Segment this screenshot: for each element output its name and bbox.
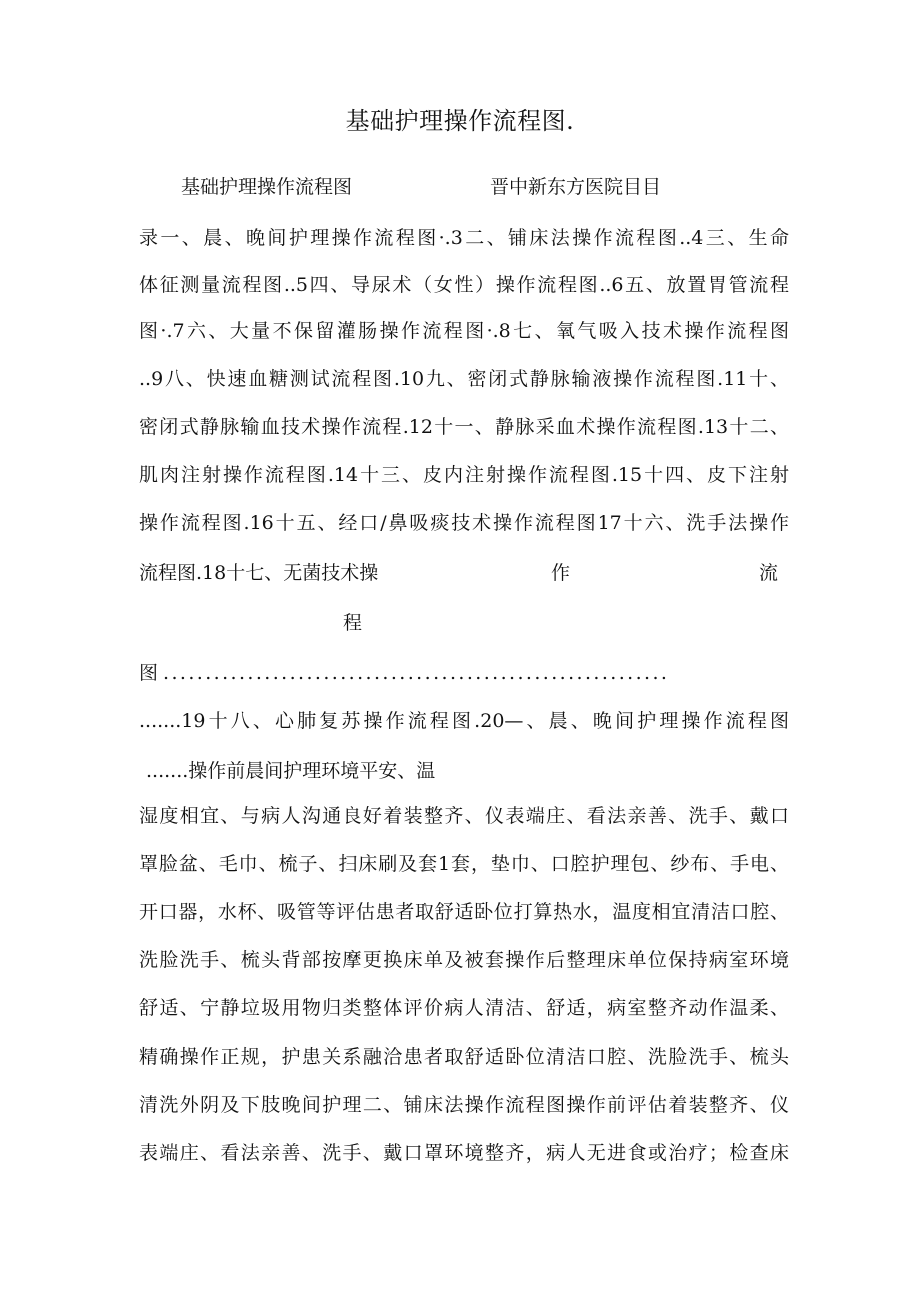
body-line: 洗脸洗手、梳头背部按摩更换床单及被套操作后整理床单位保持病室环境 [139, 949, 789, 971]
subheading-left: 基础护理操作流程图 [181, 176, 353, 198]
split-line-part2: 作 [551, 562, 571, 584]
toc-line: 体征测量流程图..5四、导尿术（女性）操作流程图..6五、放置胃管流程 [139, 274, 789, 296]
subheading-right: 晋中新东方医院目目 [490, 176, 662, 198]
body-line: 湿度相宜、与病人沟通良好着装整齐、仪表端庄、看法亲善、洗手、戴口 [139, 805, 789, 827]
split-line-part4: 程 [343, 612, 363, 634]
dots-line-lead: 图 [139, 662, 159, 684]
toc-line: 录一、晨、晚间护理操作流程图·.3二、铺床法操作流程图..4三、生命 [139, 227, 789, 249]
toc-line: ..9八、快速血糖测试流程图.10九、密闭式静脉输液操作流程图.11十、 [139, 368, 789, 390]
toc-continue-line: .......19十八、心肺复苏操作流程图.20—、晨、晚间护理操作流程图 [139, 710, 789, 732]
split-line-part3: 流 [759, 562, 779, 584]
dots-leader: ............................................................ [163, 662, 670, 684]
toc-line: 图·.7六、大量不保留灌肠操作流程图·.8七、氧气吸入技术操作流程图 [139, 320, 789, 342]
split-line-part1: 流程图.18十七、无菌技术操 [139, 562, 379, 584]
body-line: 舒适、宁静垃圾用物归类整体评价病人清洁、舒适，病室整齐动作温柔、 [139, 997, 789, 1019]
body-line: 清洗外阴及下肢晚间护理二、铺床法操作流程图操作前评估着装整齐、仪 [139, 1094, 789, 1116]
short-line: .......操作前晨间护理环境平安、温 [146, 760, 436, 782]
document-title: 基础护理操作流程图. [345, 107, 575, 135]
toc-line: 操作流程图.16十五、经口/鼻吸痰技术操作流程图17十六、洗手法操作 [139, 512, 789, 534]
body-line: 精确操作正规，护患关系融洽患者取舒适卧位清洁口腔、洗脸洗手、梳头 [139, 1046, 789, 1068]
body-line: 开口器，水杯、吸管等评估患者取舒适卧位打算热水，温度相宜清洁口腔、 [139, 901, 789, 923]
body-line: 罩脸盆、毛巾、梳子、扫床刷及套1套，垫巾、口腔护理包、纱布、手电、 [139, 853, 789, 875]
toc-line: 肌肉注射操作流程图.14十三、皮内注射操作流程图.15十四、皮下注射 [139, 464, 789, 486]
body-line: 表端庄、看法亲善、洗手、戴口罩环境整齐，病人无进食或治疗；检查床 [139, 1142, 789, 1164]
toc-line: 密闭式静脉输血技术操作流程.12十一、静脉采血术操作流程图.13十二、 [139, 416, 789, 438]
